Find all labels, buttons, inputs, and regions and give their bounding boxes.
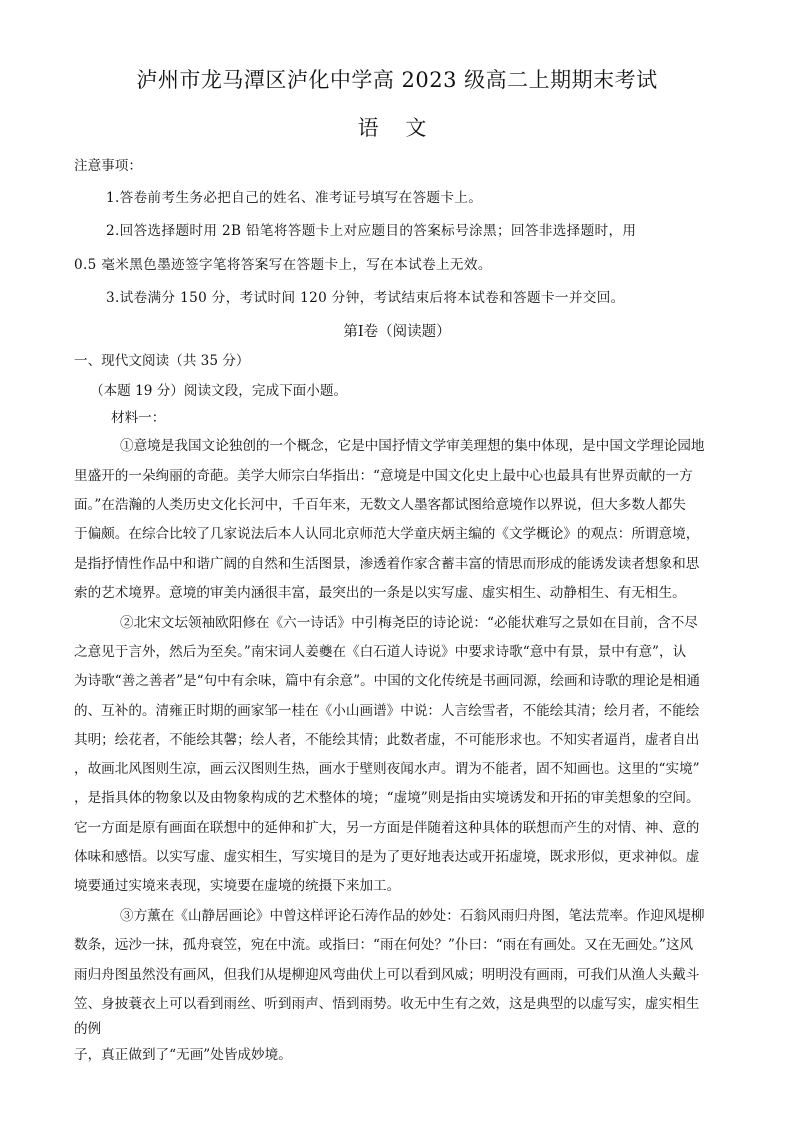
exam-title: 泸州市龙马潭区泸化中学高 2023 级高二上期期末考试 bbox=[136, 68, 658, 92]
passage-line: 体味和感悟。以实写虚、虚实相生，写实境目的是为了更好地表达或开拓虚境，既求形似，更求神似。虚 bbox=[74, 849, 700, 865]
part1-instruction: （本题 19 分）阅读文段，完成下面小题。 bbox=[90, 383, 348, 399]
passage-line: 之意见于言外，然后为至矣。”南宋词人姜夔在《白石道人诗说》中要求诗歌“意中有景，景中有意”，认 bbox=[74, 644, 687, 660]
passage-line: 索的艺术境界。意境的审美内涵很丰富，最突出的一条是以实写虚、虚实相生、动静相生、有无相生。 bbox=[74, 585, 686, 601]
passage-line: 它一方面是原有画面在联想中的延伸和扩大，另一方面是伴随着这种具体的联想而产生的对情、神、意的 bbox=[74, 820, 700, 836]
passage-line: ②北宋文坛领袖欧阳修在《六一诗话》中引梅尧臣的诗论说：“必能状难写之景如在目前，含不尽 bbox=[120, 615, 698, 631]
passage-line: 笠、身披蓑衣上可以看到雨丝、听到雨声、悟到雨势。收无中生有之效，这是典型的以虚写实，虚实相生 bbox=[74, 996, 700, 1012]
passage-line: 境要通过实境来表现，实境要在虚境的统摄下来加工。 bbox=[74, 878, 401, 894]
passage-line: 雨归舟图虽然没有画风，但我们从堤柳迎风弯曲伏上可以看到风威；明明没有画雨，可我们从渔人头戴斗 bbox=[74, 967, 700, 983]
passage-line: ①意境是我国文论独创的一个概念，它是中国抒情文学审美理想的集中体现，是中国文学理论园地 bbox=[120, 438, 705, 454]
passage-line: 的、互补的。清雍正时期的画家邹一桂在《小山画谱》中说：人言绘雪者，不能绘其清；绘月者，不能绘 bbox=[74, 703, 700, 719]
notice-item-2: 2.回答选择题时用 2B 铅笔将答题卡上对应题目的答案标号涂黑；回答非选择题时，用 bbox=[106, 223, 637, 239]
passage-line: ，故画北风图则生凉，画云汉图则生热，画水于壁则夜闻水声。谓为不能者，固不知画也。这里的“实境” bbox=[74, 761, 700, 777]
subject-title: 语 文 bbox=[357, 116, 437, 140]
passage-line: 子，真正做到了“无画”处皆成妙境。 bbox=[74, 1047, 292, 1063]
passage-line: 其明；绘花者，不能绘其馨；绘人者，不能绘其情；此数者虚，不可能形求也。不知实者逼肖，虚者自出 bbox=[74, 732, 700, 748]
part1-heading: 一、现代文阅读（共 35 分） bbox=[74, 353, 250, 369]
passage-line: ③方薰在《山静居画论》中曾这样评论石涛作品的妙处：石翁风雨归舟图，笔法荒率。作迎风堤柳 bbox=[120, 908, 705, 924]
passage-line: ，是指具体的物象以及由物象构成的艺术整体的境；“虚境”则是指由实境诱发和开拓的审美想象的空间。 bbox=[74, 790, 700, 806]
notice-item-2-continued: 0.5 毫米黑色墨迹签字笔将答案写在答题卡上，写在本试卷上无效。 bbox=[74, 257, 492, 273]
notice-item-1: 1.答卷前考生务必把自己的姓名、准考证号填写在答题卡上。 bbox=[106, 190, 483, 206]
passage-line: 于偏颇。在综合比较了几家说法后本人认同北京师范大学童庆炳主编的《文学概论》的观点：所谓意境， bbox=[74, 526, 700, 542]
passage-line: 是指抒情性作品中和谐广阔的自然和生活图景，渗透着作家含蓄丰富的情思而形成的能诱发读者想象和思 bbox=[74, 556, 700, 572]
passage-line: 面。”在浩瀚的人类历史文化长河中，千百年来，无数文人墨客都试图给意境作以界说，但大多数人都失 bbox=[74, 497, 686, 513]
passage-line: 里盛开的一朵绚丽的奇葩。美学大师宗白华指出：“意境是中国文化史上最中心也最具有世界贡献的一方 bbox=[74, 468, 693, 484]
notice-item-3: 3.试卷满分 150 分，考试时间 120 分钟，考试结束后将本试卷和答题卡一并交回。 bbox=[106, 290, 625, 306]
passage-line: 为诗歌“善之善者”是“句中有余味，篇中有余意”。中国的文化传统是书画同源，绘画和诗歌的理论是相通 bbox=[74, 673, 700, 689]
notice-heading: 注意事项： bbox=[74, 158, 142, 174]
passage-line: 数条，远沙一抹，孤舟衰笠，宛在中流。或指曰：“雨在何处？”仆曰：“雨在有画处。又在无画处。”这风 bbox=[74, 937, 694, 953]
volume-title: 第Ⅰ卷（阅读题） bbox=[343, 324, 451, 340]
material-label: 材料一： bbox=[111, 410, 166, 426]
passage-line: 的例 bbox=[74, 1021, 102, 1037]
